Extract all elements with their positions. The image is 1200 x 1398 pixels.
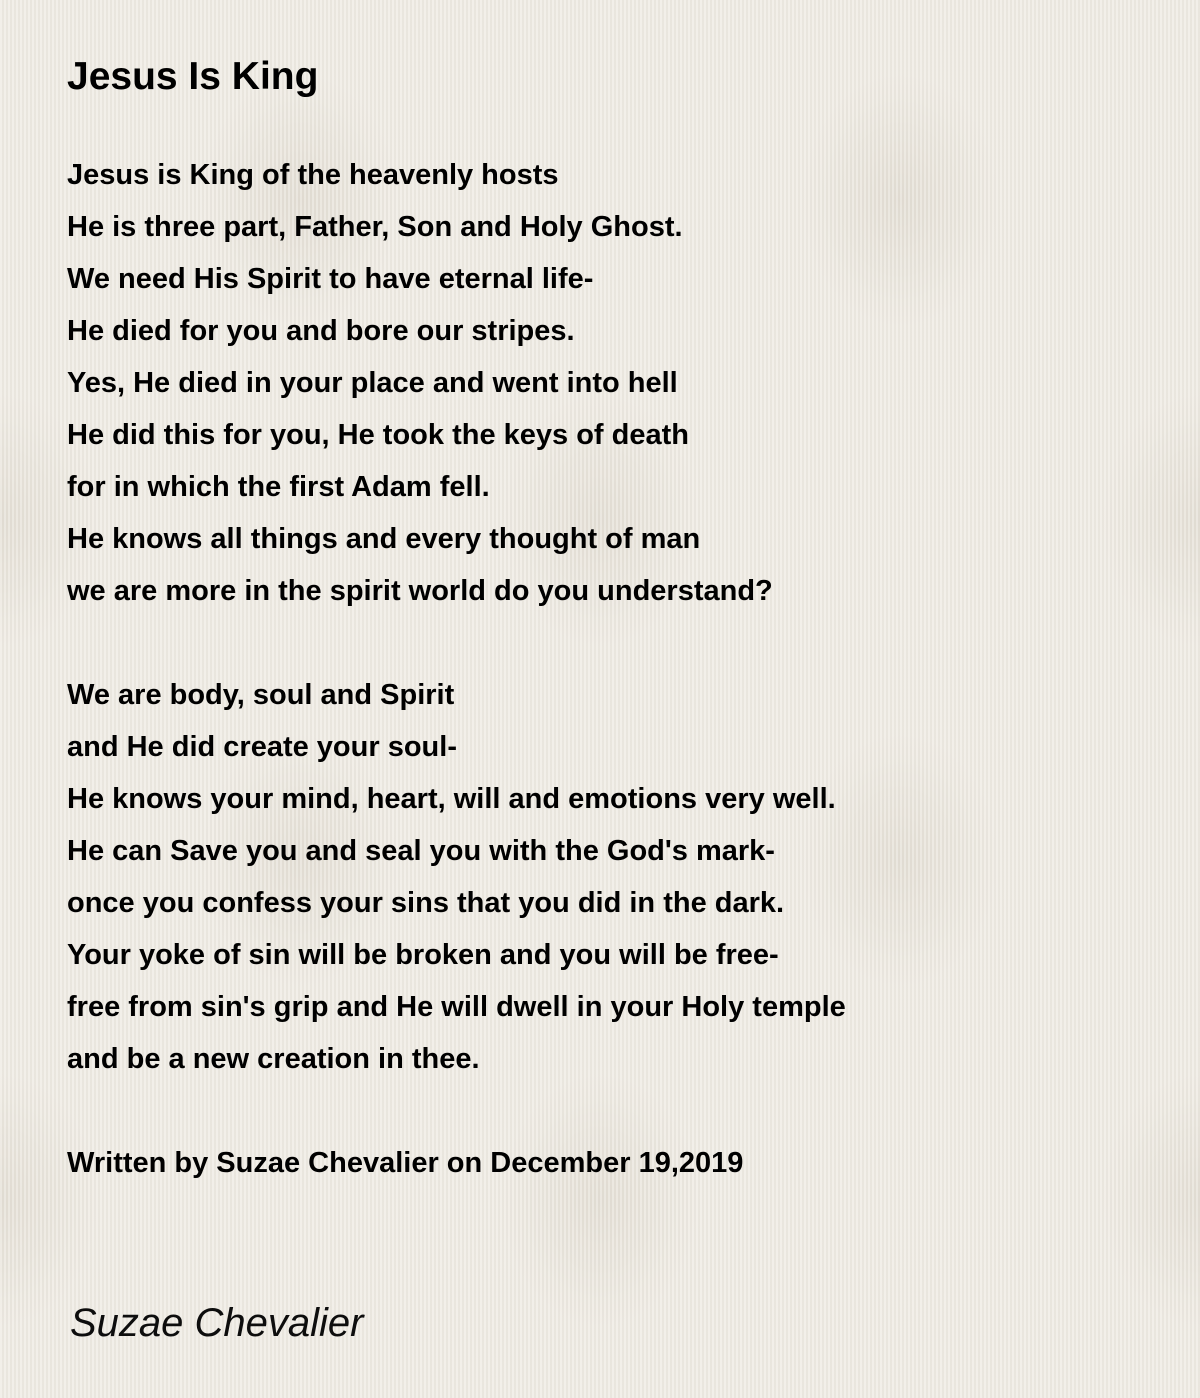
poem-line: He died for you and bore our stripes. (67, 315, 575, 347)
poem-line: He did this for you, He took the keys of death (67, 419, 689, 451)
poem-line: He can Save you and seal you with the God's mark- (67, 835, 775, 867)
poem-line: and be a new creation in thee. (67, 1043, 480, 1075)
poem-line: Jesus is King of the heavenly hosts (67, 159, 559, 191)
poem-line: and He did create your soul- (67, 731, 457, 763)
stanza-1 (67, 149, 1167, 617)
poem-line: He knows all things and every thought of man (67, 523, 701, 555)
poem-line: He knows your mind, heart, will and emotions very well. (67, 783, 836, 815)
poem-line: We are body, soul and Spirit (67, 679, 455, 711)
poem-line: we are more in the spirit world do you understand? (67, 575, 773, 607)
poem-line: for in which the first Adam fell. (67, 471, 490, 503)
poem-line: Your yoke of sin will be broken and you will be free- (67, 939, 779, 971)
stanza-2 (67, 669, 1167, 1085)
stanza-break (67, 1085, 1167, 1137)
author-signature: Suzae Chevalier (70, 1301, 364, 1345)
poem-line: Yes, He died in your place and went into hell (67, 367, 678, 399)
poem-line: free from sin's grip and He will dwell in your Holy temple (67, 991, 846, 1023)
poem-byline: Written by Suzae Chevalier on December 19,2019 (67, 1147, 744, 1179)
poem-line: We need His Spirit to have eternal life- (67, 263, 594, 295)
poem-title: Jesus Is King (67, 55, 319, 98)
stanza-break (67, 617, 1167, 669)
poem-line: once you confess your sins that you did in the dark. (67, 887, 785, 919)
poem-line: He is three part, Father, Son and Holy Ghost. (67, 211, 683, 243)
poem-body (67, 149, 1167, 1189)
